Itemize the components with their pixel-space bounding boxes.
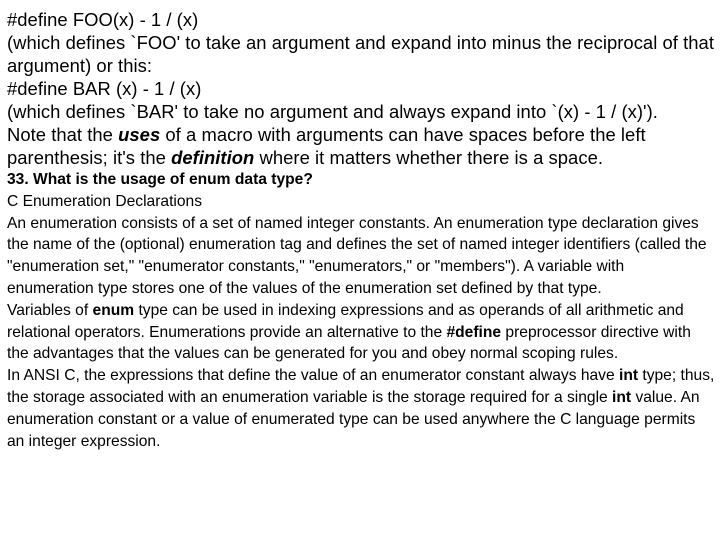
foo-explanation: (which defines `FOO' to take an argument and expand into minus the reciprocal of that argument) or this:: [7, 32, 714, 76]
para2-enum-keyword: enum: [92, 301, 135, 319]
foo-define-line: #define FOO(x) - 1 / (x): [7, 9, 199, 30]
bar-explanation: (which defines `BAR' to take no argument and always expand into `(x) - 1 / (x)').: [7, 101, 658, 122]
para2-text-start: Variables of: [7, 301, 93, 319]
document-page: [7, 8, 715, 452]
note-text-end: where it matters whether there is a space.: [254, 147, 604, 168]
para2-text-mid: type can be used in indexing expressions and as operands of all arithmetic and relational operators. Enumerations provide an alternative to the: [7, 301, 684, 341]
enum-section: [7, 169, 715, 452]
note-definition-emphasis: definition: [171, 147, 255, 168]
enum-paragraph-1: An enumeration consists of a set of named integer constants. An enumeration type declaration gives the name of the (optional) enumeration tag and defines the set of named integer identifiers (called the "enumeration set," "enumerator constants," "enumerators," or "members"). A variable with enumeration type stores one of the values of the enumeration set defined by that type.: [7, 214, 707, 297]
para3-text-start: In ANSI C, the expressions that define the value of an enumerator constant always have: [7, 367, 619, 385]
question-heading: 33. What is the usage of enum data type?: [7, 171, 313, 188]
macro-section: [7, 8, 715, 169]
note-uses-emphasis: uses: [118, 124, 161, 145]
enum-paragraph-3: [7, 365, 715, 452]
enum-paragraph-2: [7, 300, 715, 365]
para3-int-keyword-1: int: [618, 367, 639, 385]
para3-text-mid: type; thus, the storage associated with an enumeration variable is the storage required for a single: [7, 367, 715, 406]
para2-text-end: preprocessor directive with the advantages that the values can be generated for you and obey normal scoping rules.: [7, 323, 691, 363]
section-subheading: C Enumeration Declarations: [7, 192, 203, 210]
note-text-mid: of a macro with arguments can have spaces before the left parenthesis; it's the: [7, 124, 646, 168]
para2-define-keyword: #define: [446, 323, 502, 341]
macro-note: [7, 123, 715, 169]
bar-define-line: #define BAR (x) - 1 / (x): [7, 78, 202, 99]
para3-int-keyword-2: int: [612, 388, 632, 406]
note-text-start: Note that the: [7, 124, 119, 145]
para3-text-end: value. An enumeration constant or a value of enumerated type can be used anywhere the C language permits an integer expression.: [7, 388, 700, 450]
